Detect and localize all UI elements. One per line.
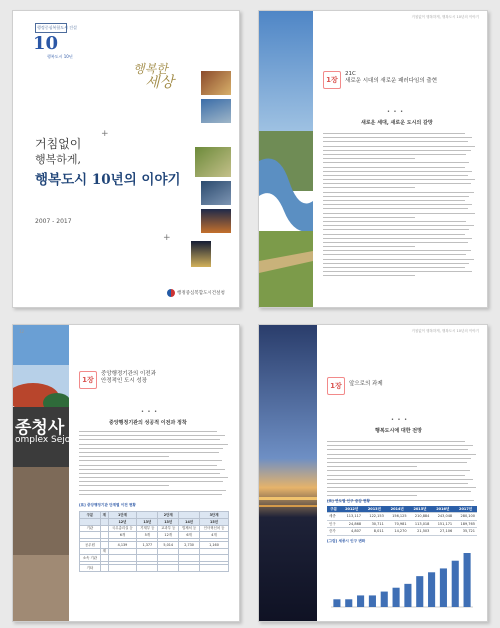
- running-header: 거침없이 행복하게, 행복도시 10년의 이야기: [411, 15, 479, 19]
- table-cell: 3단계: [200, 512, 229, 519]
- chart-caption: [그림] 세종시 인구 변화: [327, 539, 366, 543]
- text-line: [323, 137, 472, 138]
- publisher-name: 행정중심복합도시건설청: [177, 291, 225, 296]
- text-line: [327, 449, 468, 450]
- night-lake-photo-strip: [259, 325, 317, 621]
- text-line: [323, 162, 469, 163]
- chapter-number-box: [323, 71, 341, 89]
- table-cell: 5,014: [158, 541, 179, 548]
- table-cell: 12년: [108, 518, 137, 525]
- anniversary-label: 행정중심복합도시 건설: [37, 25, 77, 30]
- chapter-title: 앞으로의 과제: [349, 381, 383, 387]
- table-cell: [100, 564, 108, 571]
- text-line: [323, 254, 466, 255]
- table-cell: 기관: [80, 525, 101, 532]
- text-line: [79, 465, 217, 466]
- text-line: [79, 444, 228, 445]
- text-line: [323, 167, 465, 168]
- table-cell: [179, 555, 200, 562]
- text-line: [79, 469, 225, 470]
- text-line: [323, 221, 466, 222]
- table-cell: [200, 548, 229, 555]
- cover-years: 2007 - 2017: [35, 218, 72, 225]
- table-cell: 국무총리실 등: [108, 525, 137, 532]
- table-row: [80, 564, 229, 571]
- text-line: [327, 495, 417, 496]
- table-cell: 280,100: [454, 513, 477, 520]
- chart-bar: [416, 576, 423, 607]
- table-cell: [158, 555, 179, 562]
- table-cell: 189,765: [454, 520, 477, 527]
- section-title: 새로운 세대, 새로운 도시의 갈망: [361, 120, 433, 126]
- text-line: [323, 263, 469, 264]
- table-row: [80, 532, 229, 539]
- table-cell: 35,721: [454, 528, 477, 535]
- table-row: [80, 548, 229, 555]
- table-cell: 15년: [200, 518, 229, 525]
- text-line: [79, 452, 219, 453]
- table-cell: 13년: [158, 518, 179, 525]
- table-cell: 14년: [179, 518, 200, 525]
- text-line: [327, 479, 473, 480]
- table-cell: 210,884: [409, 513, 432, 520]
- table-cell: [108, 555, 137, 562]
- text-line: [327, 454, 476, 455]
- text-line: [79, 485, 169, 486]
- text-line: [323, 246, 415, 247]
- text-line: [327, 470, 470, 471]
- table-cell: 인구: [327, 520, 340, 527]
- text-line: [323, 146, 475, 147]
- text-line: [79, 481, 223, 482]
- section-dots: • • •: [141, 409, 159, 415]
- text-line: [327, 445, 473, 446]
- text-line: [323, 225, 474, 226]
- table-row: [80, 541, 229, 548]
- lake-image: [191, 241, 211, 267]
- hall-image: [201, 71, 231, 95]
- chapter-number: 1장: [82, 376, 94, 384]
- table-cell: 계: [100, 548, 108, 555]
- text-line: [323, 196, 469, 197]
- table-cell: 구분: [80, 512, 101, 519]
- text-line: [323, 175, 468, 176]
- table-cell: 2017년: [454, 506, 477, 513]
- table-cell: 2015년: [409, 506, 432, 513]
- photo-sign-subtext: omplex Sejon: [15, 435, 77, 445]
- photo-sign-text: 종청사: [15, 418, 65, 438]
- table-cell: [80, 548, 101, 555]
- table-cell: 8,011: [363, 528, 386, 535]
- chapter-title: [101, 371, 156, 385]
- table-cell: 122,153: [363, 513, 386, 520]
- table-cell: 2,730: [179, 541, 200, 548]
- table-cell: [100, 532, 108, 539]
- table-cell: 156,125: [386, 513, 409, 520]
- chart-bar: [345, 599, 352, 607]
- building-image: [201, 181, 231, 205]
- anniversary-subtitle: 행복도시 10년: [47, 54, 73, 59]
- page-number: 12: [19, 329, 25, 334]
- calligraphy-line2: 세상: [145, 73, 174, 91]
- chapter-number-box: [79, 371, 97, 389]
- text-line: [79, 435, 225, 436]
- table-row: [80, 525, 229, 532]
- table-cell: [100, 525, 108, 532]
- table-cell: 151,171: [431, 520, 454, 527]
- table-cell: 243,048: [431, 513, 454, 520]
- table-cell: [80, 518, 101, 525]
- table-cell: [137, 512, 158, 519]
- text-line: [323, 154, 466, 155]
- river-image: [201, 99, 231, 123]
- cover-title-line2: 행복하게,: [35, 153, 82, 166]
- text-line: [323, 133, 465, 134]
- running-header: 거침없이 행복하게, 행복도시 10년의 이야기: [411, 329, 479, 333]
- text-line: [79, 494, 222, 495]
- table-cell: 증가: [327, 528, 340, 535]
- table-cell: [158, 564, 179, 571]
- text-line: [79, 473, 220, 474]
- table-cell: [137, 555, 158, 562]
- text-line: [323, 238, 472, 239]
- text-line: [79, 456, 169, 457]
- chapter-page-3: [258, 324, 488, 622]
- chapter-number: 1장: [330, 382, 342, 390]
- table-cell: 계: [100, 512, 108, 519]
- chart-bar: [404, 584, 411, 607]
- text-line: [323, 213, 475, 214]
- table-cell: 1단계: [108, 512, 137, 519]
- chapter-page-1: [258, 10, 488, 308]
- section-title: 중앙행정기관의 성공적 이전과 정착: [109, 420, 187, 426]
- table-cell: [200, 564, 229, 571]
- table-cell: [100, 555, 108, 562]
- table-cell: [100, 541, 108, 548]
- body-text: [327, 441, 477, 504]
- table-cell: 4,807: [340, 528, 363, 535]
- chapter-number-box: [327, 377, 345, 395]
- text-line: [323, 141, 468, 142]
- chart-bar: [452, 561, 459, 607]
- text-line: [327, 483, 468, 484]
- table-cell: 인사혁신처 등: [200, 525, 229, 532]
- text-line: [79, 460, 222, 461]
- bridge-image: [195, 147, 231, 177]
- table-cell: 13년: [137, 518, 158, 525]
- body-text: [323, 133, 477, 280]
- text-line: [323, 208, 468, 209]
- section-title: 행복도시에 대한 전망: [375, 428, 422, 434]
- text-line: [323, 267, 465, 268]
- table-cell: [158, 548, 179, 555]
- table-cell: [80, 532, 101, 539]
- relocation-table: [79, 511, 229, 572]
- table-cell: 24,868: [340, 520, 363, 527]
- text-line: [327, 458, 471, 459]
- table-cell: [179, 512, 200, 519]
- table-cell: [179, 548, 200, 555]
- chapter-title: [345, 71, 437, 85]
- table-cell: 30,711: [363, 520, 386, 527]
- table-cell: [137, 564, 158, 571]
- text-line: [79, 448, 223, 449]
- chart-bar: [369, 595, 376, 607]
- table-cell: [137, 548, 158, 555]
- chart-bar: [393, 588, 400, 607]
- table-cell: 2016년: [431, 506, 454, 513]
- plus-mark-icon: +: [101, 129, 109, 139]
- government-seal-icon: [167, 289, 175, 297]
- table-cell: 1,377: [137, 541, 158, 548]
- text-line: [323, 275, 415, 276]
- table-cell: 27,106: [431, 528, 454, 535]
- table-row: [327, 513, 477, 520]
- chapter-title-line1: 중앙행정기관의 이전과: [101, 371, 156, 377]
- anniversary-number: 10: [33, 33, 59, 54]
- table-cell: 2014년: [386, 506, 409, 513]
- text-line: [79, 477, 228, 478]
- text-line: [79, 490, 226, 491]
- chart-bar: [428, 572, 435, 607]
- population-table: [327, 506, 477, 536]
- chapter-title-line2: 안정적인 도시 성장: [101, 378, 148, 384]
- table-cell: 소속 기관: [80, 555, 101, 562]
- table-row: [80, 512, 229, 519]
- table-caption: [표] 연도별 인구 증감 현황: [327, 499, 371, 503]
- table-cell: 2013년: [363, 506, 386, 513]
- cover-title-line3: 행복도시 10년의 이야기: [35, 172, 181, 188]
- table-cell: 기재부 등: [137, 525, 158, 532]
- text-line: [323, 242, 468, 243]
- text-line: [323, 158, 415, 159]
- table-cell: 70,981: [386, 520, 409, 527]
- population-bar-chart: [327, 547, 477, 611]
- calligraphy: [133, 63, 174, 89]
- text-line: [323, 217, 415, 218]
- table-cell: 113,018: [409, 520, 432, 527]
- anniversary-label-box: [35, 23, 77, 33]
- river-photo-strip: [259, 11, 313, 307]
- table-row: [80, 518, 229, 525]
- text-line: [323, 150, 471, 151]
- night-image: [201, 209, 231, 233]
- text-line: [327, 441, 465, 442]
- text-line: [323, 179, 475, 180]
- table-cell: 14,270: [386, 528, 409, 535]
- text-line: [323, 271, 472, 272]
- calligraphy-line1: 행복한: [133, 62, 168, 76]
- text-line: [79, 439, 220, 440]
- text-line: [327, 466, 417, 467]
- chart-bar: [333, 599, 340, 607]
- table-cell: 2012년: [340, 506, 363, 513]
- table-cell: 구분: [327, 506, 340, 513]
- table-cell: 교과부 등: [158, 525, 179, 532]
- chart-bar: [440, 568, 447, 607]
- table-cell: 4개: [200, 532, 229, 539]
- table-row: [327, 528, 477, 535]
- table-cell: 기타: [80, 564, 101, 571]
- text-line: [323, 200, 465, 201]
- cover-title-line1: 거침없이: [35, 137, 82, 151]
- text-line: [327, 475, 465, 476]
- chart-bar: [381, 592, 388, 607]
- text-line: [327, 487, 476, 488]
- table-row: [80, 555, 229, 562]
- text-line: [323, 259, 474, 260]
- table-cell: 6개: [108, 532, 137, 539]
- text-line: [79, 431, 217, 432]
- table-row: [327, 506, 477, 513]
- chapter-title-line2: 새로운 시대의 새로운 패러다임의 출현: [345, 78, 438, 84]
- table-cell: 세종: [327, 513, 340, 520]
- chart-bar: [464, 553, 471, 607]
- table-cell: [200, 555, 229, 562]
- table-cell: 4,139: [108, 541, 137, 548]
- section-dots: • • •: [391, 417, 409, 423]
- chapter-number: 1장: [326, 76, 338, 84]
- body-text: [79, 431, 229, 498]
- text-line: [323, 192, 474, 193]
- text-line: [323, 183, 471, 184]
- table-cell: 113,117: [340, 513, 363, 520]
- section-dots: • • •: [387, 109, 405, 115]
- table-caption: [표] 중앙행정기관 단계별 이전 현황: [79, 503, 136, 507]
- table-row: [327, 520, 477, 527]
- table-cell: [108, 548, 137, 555]
- table-cell: 5개: [137, 532, 158, 539]
- text-line: [323, 187, 415, 188]
- text-line: [323, 204, 472, 205]
- text-line: [323, 229, 469, 230]
- table-cell: 공무원: [80, 541, 101, 548]
- table-cell: 6개: [179, 532, 200, 539]
- text-line: [323, 234, 465, 235]
- text-line: [323, 250, 471, 251]
- chapter-page-2: [12, 324, 240, 622]
- cover-page: [12, 10, 240, 308]
- chart-bar: [357, 595, 364, 607]
- text-line: [327, 462, 467, 463]
- table-cell: [100, 518, 108, 525]
- plus-mark-icon: +: [163, 233, 171, 243]
- complex-photo-strip: [13, 325, 69, 621]
- table-cell: 1,160: [200, 541, 229, 548]
- chapter-title-line1: 21C: [345, 71, 356, 77]
- table-cell: 12개: [158, 532, 179, 539]
- table-cell: 2단계: [158, 512, 179, 519]
- table-cell: 21,503: [409, 528, 432, 535]
- text-line: [327, 491, 471, 492]
- text-line: [323, 171, 472, 172]
- table-cell: [108, 564, 137, 571]
- table-cell: [179, 564, 200, 571]
- table-cell: 법제처 등: [179, 525, 200, 532]
